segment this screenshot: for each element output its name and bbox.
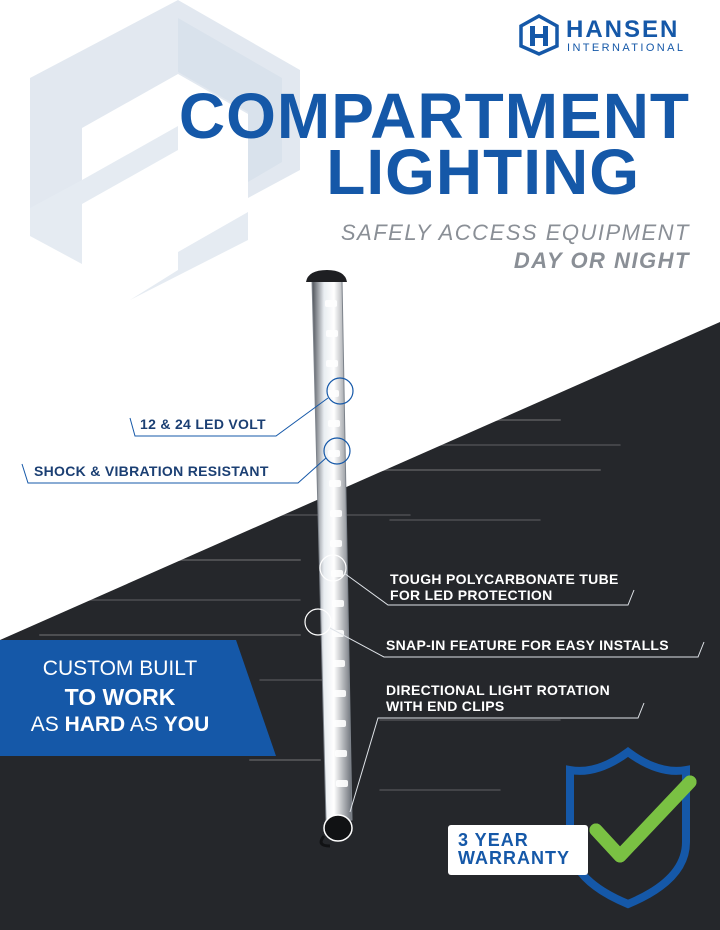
feature-text: SHOCK & VIBRATION RESISTANT — [34, 463, 269, 479]
tagline-line-2: DAY OR NIGHT — [513, 248, 690, 273]
tagline-line-1: SAFELY ACCESS EQUIPMENT — [340, 220, 690, 245]
feature-text: FOR LED PROTECTION — [390, 587, 553, 603]
slogan-word: AS — [30, 713, 65, 736]
slogan-word: HARD — [64, 713, 126, 736]
slogan-word: YOU — [163, 713, 210, 736]
feature-text: SNAP-IN FEATURE FOR EASY INSTALLS — [386, 637, 669, 653]
brand-name: HANSEN — [566, 16, 680, 43]
feature-text: DIRECTIONAL LIGHT ROTATION — [386, 682, 611, 698]
slogan-line-1: CUSTOM BUILT — [42, 657, 198, 680]
slogan-line-2: TO WORK — [64, 684, 176, 710]
feature-text: 12 & 24 LED VOLT — [140, 416, 266, 432]
warranty-line-1: 3 YEAR — [458, 830, 529, 850]
feature-text: WITH END CLIPS — [386, 698, 505, 714]
title-line-2: LIGHTING — [326, 136, 640, 208]
feature-text: TOUGH POLYCARBONATE TUBE — [390, 571, 619, 587]
warranty-line-2: WARRANTY — [458, 848, 570, 868]
slogan-word: AS — [125, 713, 164, 736]
brand-subtitle: INTERNATIONAL — [567, 42, 686, 54]
title-line-1: COMPARTMENT — [178, 80, 690, 152]
